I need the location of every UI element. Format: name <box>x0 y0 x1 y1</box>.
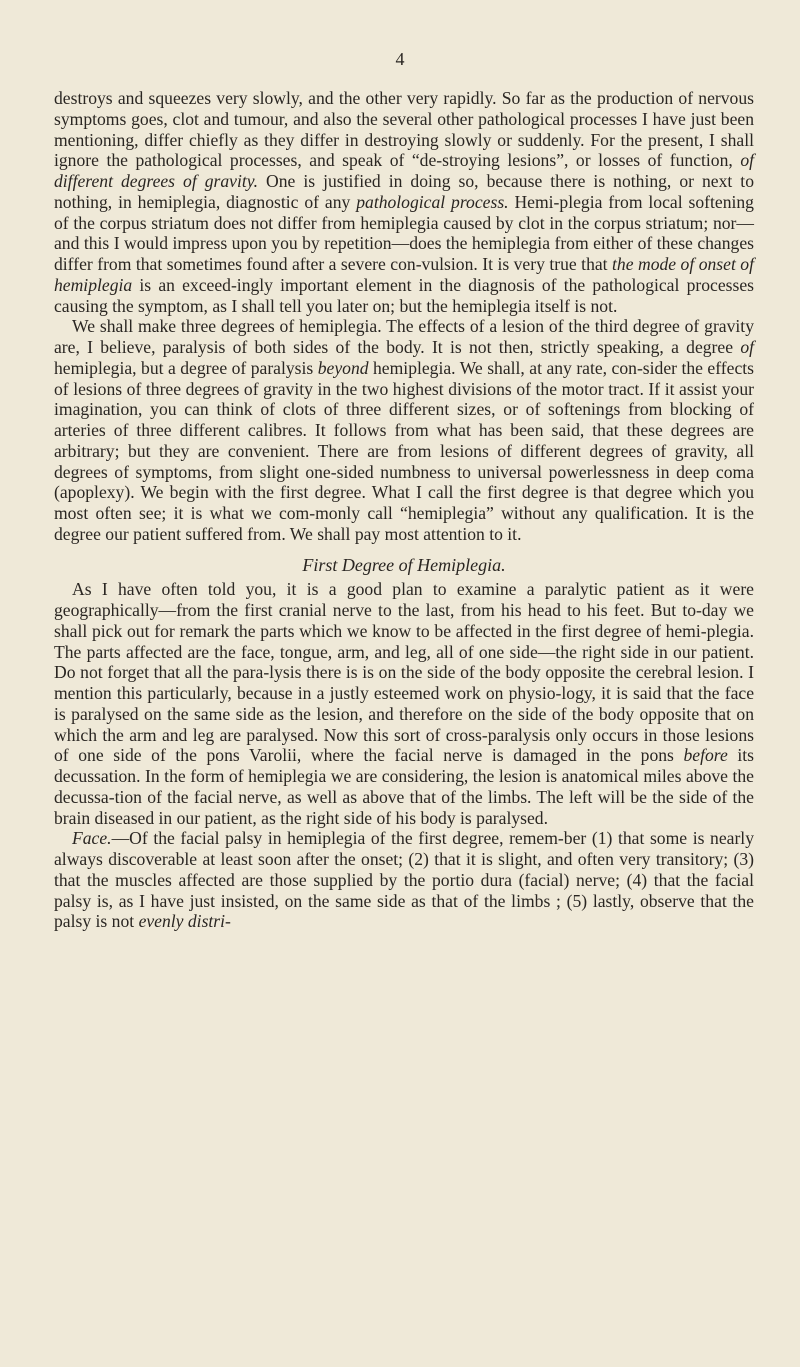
italic-text: Face. <box>72 828 112 849</box>
italic-text: pathological process. <box>356 191 509 212</box>
text-run: destroys and squeezes very slowly, and the other very rapidly. So far as the production of nervous symptoms goes, clot and tumour, and also the several other pathological processes I have just been mentioning, differ chiefly as they differ in destroying slowly or suddenly. For the present, I shall ignore the pathological processes, and speak of “de-stroying lesions”, or losses of function, <box>54 88 754 171</box>
text-run: its decussation. In the form of hemiplegia we are considering, the lesion is anatomical miles above the decussa-tion of the facial nerve, as well as above that of the limbs. The left will be the side of the brain diseased in our patient, as the right side of his body is paralysed. <box>54 745 754 828</box>
text-run: —Of the facial palsy in hemiplegia of the first degree, remem-ber (1) that some is nearly always discoverable at least soon after the onset; (2) that it is slight, and often very transitory; (3) that the muscles affected are those supplied by the portio dura (facial) nerve; (4) that the facial palsy is, as I have just insisted, on the same side as that of the limbs ; (5) lastly, observe that the palsy is not <box>54 828 754 932</box>
paragraph <box>54 88 754 316</box>
section-heading: First Degree of Hemiplegia. <box>302 554 506 575</box>
text-run: is an exceed-ingly important element in the diagnosis of the pathological processes causing the symptom, as I shall tell you later on; but the hemiplegia itself is not. <box>54 274 754 316</box>
text-run: We shall make three degrees of hemiplegia. The effects of a lesion of the third degree of gravity are, I believe, paralysis of both sides of the body. It is not then, strictly speaking, a degree <box>54 316 754 357</box>
paragraph <box>54 579 754 828</box>
italic-text: the mode of onset of hemiplegia <box>54 254 754 295</box>
paragraph <box>54 316 754 544</box>
page-number: 4 <box>395 49 405 69</box>
text-run: hemiplegia. We shall, at any rate, con-sider the effects of lesions of three degrees of gravity in the two highest divisions of the motor tract. If it assist your imagination, you can think of clots of three different sizes, or of softenings from blocking of arteries of three different calibres. It follows from what has been said, that these degrees are arbitrary; but they are convenient. There are from lesions of different degrees of gravity, all degrees of symptoms, from slight one-sided numbness to universal powerlessness in deep coma (apoplexy). We begin with the first degree. What I call the first degree is that degree which you most often see; it is what we com-monly call “hemiplegia” without any qualification. It is the degree our patient suffered from. We shall pay most attention to it. <box>54 357 754 544</box>
text-run: Hemi-plegia from local softening of the corpus striatum does not differ from hemiplegia caused by clot in the corpus striatum; nor—and this I would impress upon you by repetition—does the hemiplegia from either of these changes differ from that sometimes found after a severe con-vulsion. It is very true that <box>54 191 754 274</box>
text-run: hemiplegia, but a degree of paralysis <box>54 357 318 378</box>
text-run: One is justified in doing so, because there is nothing, or next to nothing, in hemiplegia, diagnostic of any <box>54 171 754 212</box>
body-text <box>54 88 754 932</box>
text-run: As I have often told you, it is a good plan to examine a paralytic patient as it were geographically—from the first cranial nerve to the last, from his head to his feet. But to-day we shall pick out for remark the parts which we know to be affected in the first degree of hemi-plegia. The parts affected are the face, tongue, arm, and leg, all of one side—the right side in our patient. Do not forget that all the para-lysis there is is on the side of the body opposite the cerebral lesion. I mention this particularly, because in a justly esteemed work on physio-logy, it is said that the face is paralysed on the same side as the lesion, and therefore on the side of the body opposite that on which the arm and leg are paralysed. Now this sort of cross-paralysis only occurs in those lesions of one side of the pons Varolii, where the facial nerve is damaged in the pons <box>54 579 754 766</box>
italic-text: of <box>740 337 754 357</box>
italic-text: of different degrees of gravity. <box>54 150 754 191</box>
paragraph <box>54 828 754 932</box>
italic-text: evenly distri- <box>138 911 231 932</box>
italic-text: beyond <box>317 357 369 378</box>
italic-text: before <box>683 745 728 766</box>
